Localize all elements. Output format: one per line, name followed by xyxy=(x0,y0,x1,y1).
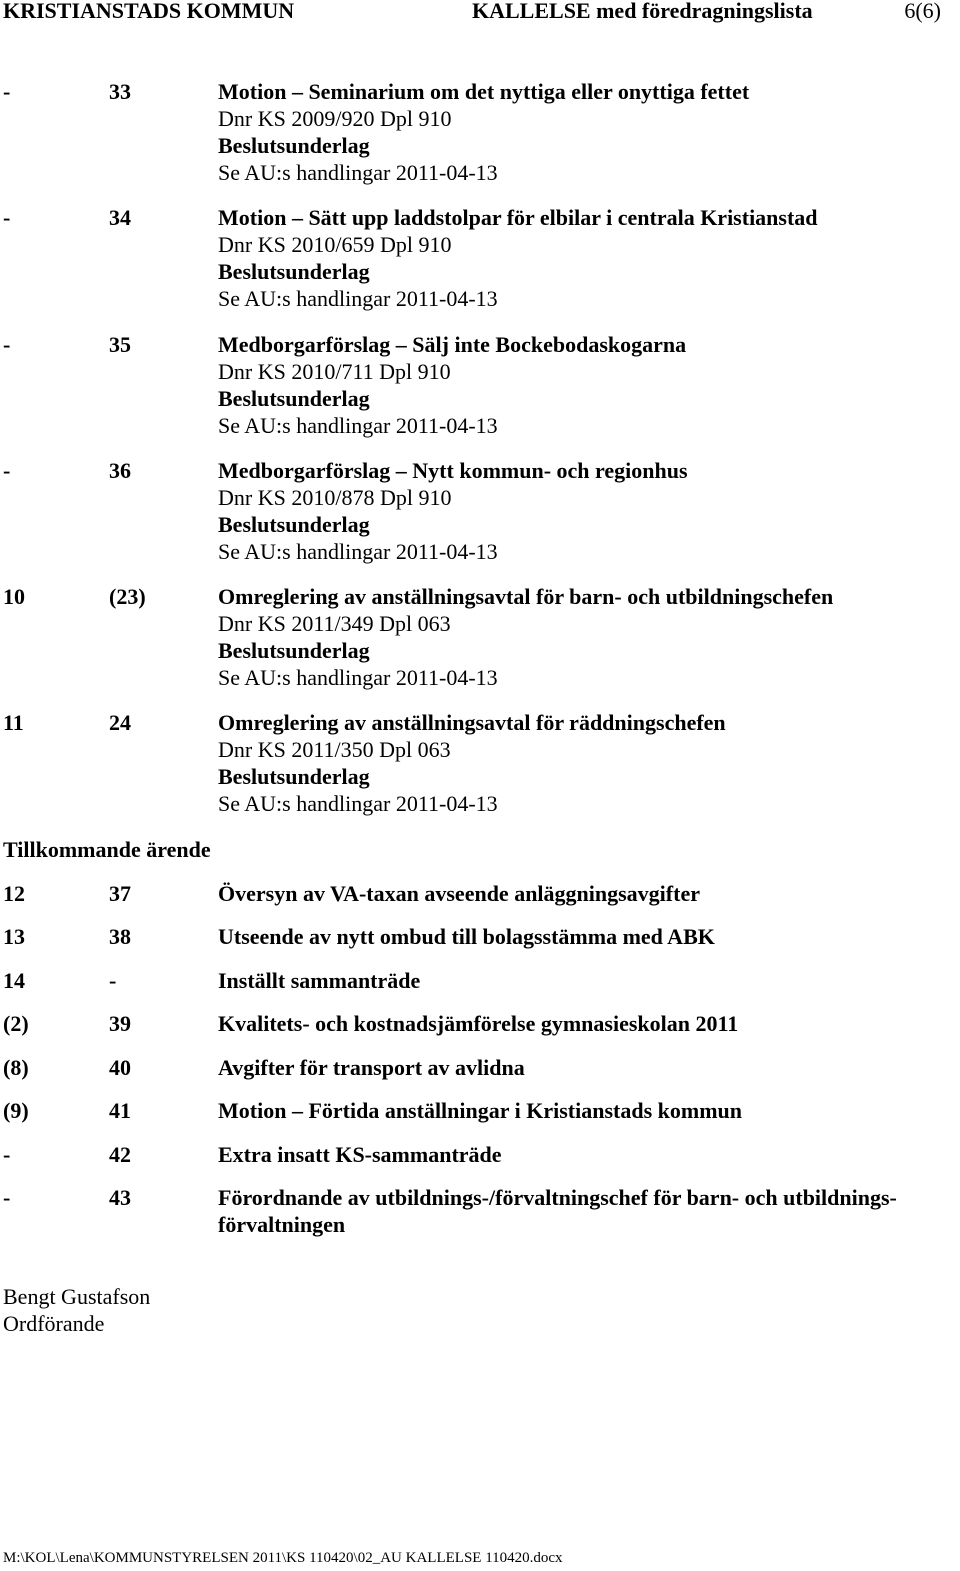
agenda-item-number: - xyxy=(3,458,11,483)
agenda-item-reference: 37 xyxy=(109,881,131,906)
agenda-item-title: Översyn av VA-taxan avseende anläggningsavgifter xyxy=(218,881,700,906)
agenda-item-title: Medborgarförslag – Nytt kommun- och regionhus xyxy=(218,458,688,483)
agenda-item-reference: 33 xyxy=(109,79,131,104)
page-header xyxy=(3,0,941,25)
agenda-item-detail: Beslutsunderlag xyxy=(218,512,370,537)
agenda-item-number: 13 xyxy=(3,924,25,949)
agenda-item-body xyxy=(218,583,958,691)
agenda-item-number: 10 xyxy=(3,584,25,609)
agenda-item-number: - xyxy=(3,1142,11,1167)
agenda-item-body xyxy=(218,331,958,439)
agenda-item-detail: Beslutsunderlag xyxy=(218,638,370,663)
agenda-item-detail: Se AU:s handlingar 2011-04-13 xyxy=(218,160,498,185)
agenda-item-title: Omreglering av anställningsavtal för räddningschefen xyxy=(218,710,726,735)
page-number: 6(6) xyxy=(904,0,941,23)
agenda-item-number: - xyxy=(3,205,11,230)
agenda-item-detail: Se AU:s handlingar 2011-04-13 xyxy=(218,286,498,311)
agenda-item-detail: Dnr KS 2011/350 Dpl 063 xyxy=(218,737,451,762)
agenda-item-reference: 24 xyxy=(109,710,131,735)
agenda-item-title: Extra insatt KS-sammanträde xyxy=(218,1142,502,1167)
agenda-item-reference: 38 xyxy=(109,924,131,949)
agenda-item-number: - xyxy=(3,1185,11,1210)
agenda-item-detail: Beslutsunderlag xyxy=(218,764,370,789)
agenda-item-title: Omreglering av anställningsavtal för barn- och utbildningschefen xyxy=(218,584,834,609)
agenda-item-body xyxy=(218,967,958,994)
agenda-item-detail: förvaltningen xyxy=(218,1212,346,1237)
agenda-item-body xyxy=(218,880,958,907)
agenda-item-title: Avgifter för transport av avlidna xyxy=(218,1055,525,1080)
agenda-item-title: Motion – Sätt upp laddstolpar för elbilar i centrala Kristianstad xyxy=(218,205,818,230)
agenda-item-number: (9) xyxy=(3,1098,29,1123)
agenda-item-title: Utseende av nytt ombud till bolagsstämma med ABK xyxy=(218,924,715,949)
agenda-item-detail: Se AU:s handlingar 2011-04-13 xyxy=(218,539,498,564)
agenda-item-body xyxy=(218,204,958,312)
agenda-item-detail: Dnr KS 2009/920 Dpl 910 xyxy=(218,106,452,131)
agenda-item-body xyxy=(218,1054,958,1081)
agenda-item-detail: Beslutsunderlag xyxy=(218,259,370,284)
agenda-item-reference: 43 xyxy=(109,1185,131,1210)
agenda-item-title: Motion – Förtida anställningar i Kristianstads kommun xyxy=(218,1098,742,1123)
signatory-name: Bengt Gustafson xyxy=(3,1284,151,1309)
agenda-item-body xyxy=(218,78,958,186)
agenda-item-reference: 40 xyxy=(109,1055,131,1080)
agenda-item-reference: - xyxy=(109,968,117,993)
agenda-item-number: 14 xyxy=(3,968,25,993)
agenda-item-reference: 36 xyxy=(109,458,131,483)
organization-name: KRISTIANSTADS KOMMUN xyxy=(3,0,295,23)
document-title: KALLELSE med föredragningslista xyxy=(472,0,813,23)
agenda-item-detail: Dnr KS 2011/349 Dpl 063 xyxy=(218,611,451,636)
agenda-item-detail: Dnr KS 2010/711 Dpl 910 xyxy=(218,359,451,384)
agenda-item-number: - xyxy=(3,79,11,104)
agenda-item-reference: 35 xyxy=(109,332,131,357)
agenda-item-detail: Se AU:s handlingar 2011-04-13 xyxy=(218,665,498,690)
agenda-item-body xyxy=(218,709,958,817)
agenda-item-reference: 39 xyxy=(109,1011,131,1036)
agenda-item-reference: 34 xyxy=(109,205,131,230)
agenda-item-body xyxy=(218,1184,958,1238)
agenda-item-title: Inställt sammanträde xyxy=(218,968,421,993)
agenda-item-title: Kvalitets- och kostnadsjämförelse gymnasieskolan 2011 xyxy=(218,1011,739,1036)
agenda-item-title: Motion – Seminarium om det nyttiga eller onyttiga fettet xyxy=(218,79,750,104)
signatory-role: Ordförande xyxy=(3,1311,105,1336)
agenda-item-number: (8) xyxy=(3,1055,29,1080)
agenda-item-detail: Dnr KS 2010/659 Dpl 910 xyxy=(218,232,452,257)
agenda-item-detail: Se AU:s handlingar 2011-04-13 xyxy=(218,791,498,816)
footer-file-path: M:\KOL\Lena\KOMMUNSTYRELSEN 2011\KS 110420\02_AU KALLELSE 110420.docx xyxy=(3,1550,563,1566)
agenda-item-detail: Se AU:s handlingar 2011-04-13 xyxy=(218,413,498,438)
agenda-item-body xyxy=(218,1010,958,1037)
agenda-item-number: (2) xyxy=(3,1011,29,1036)
agenda-item-body xyxy=(218,457,958,565)
agenda-item-body xyxy=(218,1141,958,1168)
agenda-item-number: 12 xyxy=(3,881,25,906)
agenda-item-reference: 41 xyxy=(109,1098,131,1123)
agenda-item-title: Förordnande av utbildnings-/förvaltningschef för barn- och utbildnings- xyxy=(218,1185,897,1210)
agenda-item-title: Medborgarförslag – Sälj inte Bockebodaskogarna xyxy=(218,332,687,357)
agenda-item-reference: 42 xyxy=(109,1142,131,1167)
agenda-item-body xyxy=(218,923,958,950)
section-heading: Tillkommande ärende xyxy=(3,837,211,862)
agenda-item-detail: Beslutsunderlag xyxy=(218,386,370,411)
agenda-item-number: - xyxy=(3,332,11,357)
agenda-item-reference: (23) xyxy=(109,584,146,609)
agenda-item-detail: Beslutsunderlag xyxy=(218,133,370,158)
agenda-item-body xyxy=(218,1097,958,1124)
signature-block xyxy=(3,1283,150,1337)
agenda-item-number: 11 xyxy=(3,710,24,735)
agenda-item-detail: Dnr KS 2010/878 Dpl 910 xyxy=(218,485,452,510)
